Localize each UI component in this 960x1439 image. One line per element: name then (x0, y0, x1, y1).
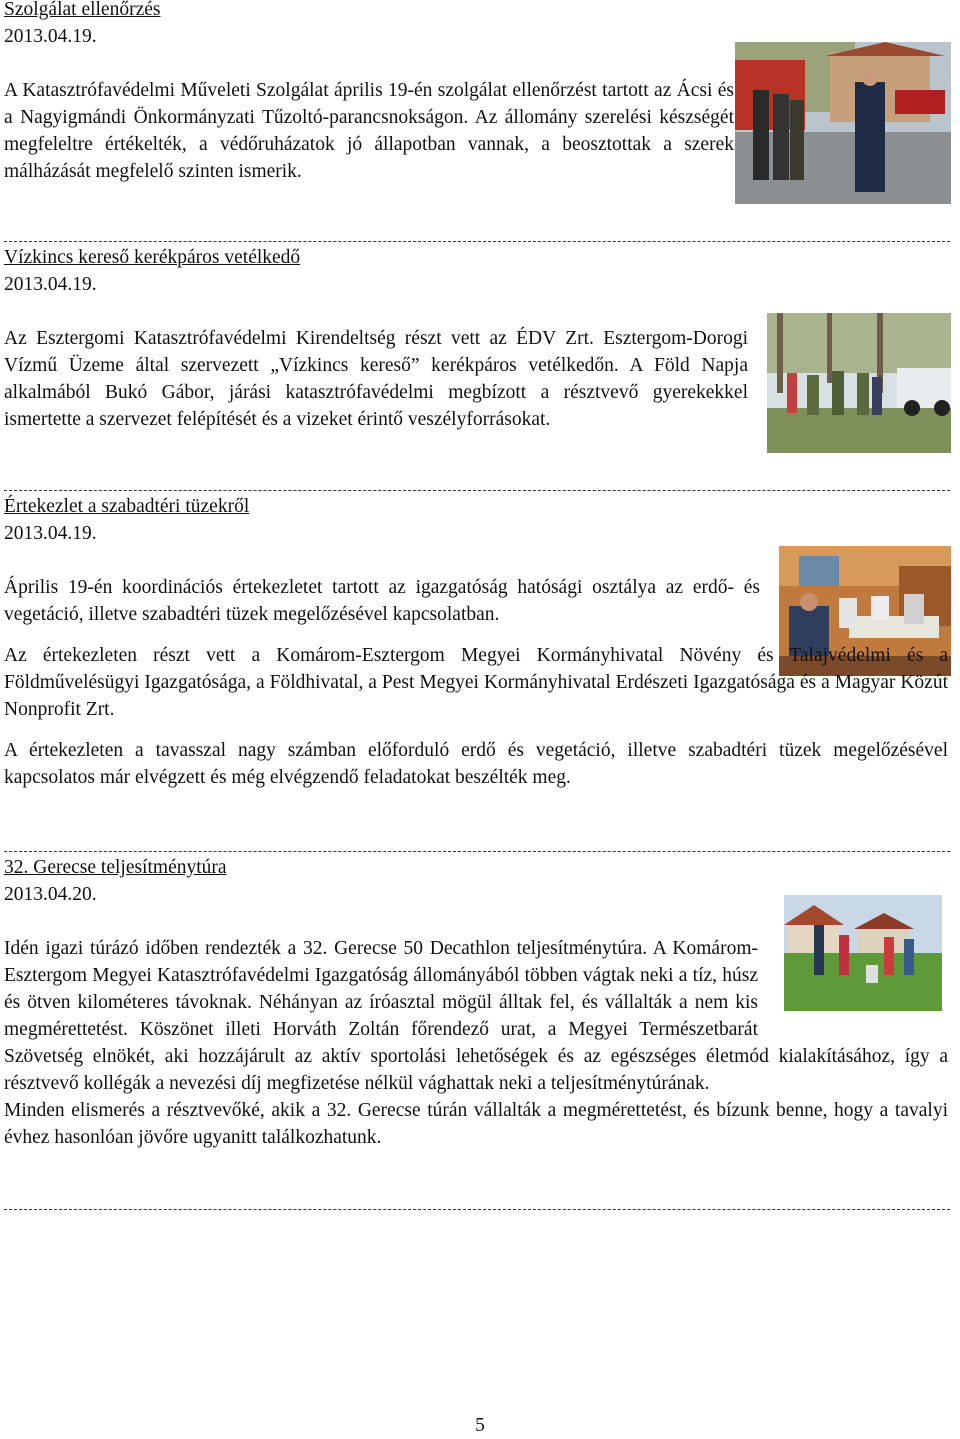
article-paragraph (4, 642, 948, 723)
separator (4, 1209, 950, 1210)
article-paragraph: A értekezleten a tavasszal nagy számban előforduló erdő és vegetáció, illetve szabadtéri tüzek megelőzésével kapcsolatos már elvégzett és még elvégzendő feladatokat beszélték meg. (4, 740, 948, 788)
article-paragraph: Idén igazi túrázó időben rendezték a 32. Gerecse 50 Decathlon teljesítménytúra. A Komárom-Esztergom Megyei Katasztrófavédelmi Igazgatóság állományából többen vágtak neki a tíz, húsz és ötven kilométeres távoknak. Néhányan az íróasztal mögül álltak fel, és vállalták a nem kis megmérettetést. Köszönet illeti Horváth Zoltán főrendező urat, a Megyei Természetbarát Szövetség elnökét, aki hozzájárult az aktív sportolási lehetőségek és az egészséges életmód kialakításához, így a résztvevő kollégák a nevezési díj megfizetése nélkül vághattak neki a teljesítménytúrának. (4, 938, 948, 1094)
article-paragraph: Az Esztergomi Katasztrófavédelmi Kirendeltség részt vett az ÉDV Zrt. Esztergom-Dorogi Vízmű Üzeme által szervezett „Vízkincs kereső” kerékpáros vetélkedőn. A Föld Napja alkalmából Bukó Gábor, járási katasztrófavédelmi megbízott a résztvevő gyerekekkel ismertette a szervezet felépítését és a vizeket érintő veszélyforrásokat. (4, 328, 748, 430)
article-paragraph: Április 19-én koordinációs értekezletet tartott az igazgatóság hatósági osztálya az erdő- és vegetáció, illetve szabadtéri tüzek megelőzésével kapcsolatban. (4, 577, 760, 625)
article-service-inspection (4, 0, 734, 185)
article-title: 32. Gerecse teljesítménytúra (4, 857, 227, 878)
article-date: 2013.04.20. (4, 884, 97, 905)
article-gerecse-tour (4, 854, 948, 1151)
article-fire-meeting (4, 493, 948, 791)
paragraph-text: Az értekezleten részt vett a Komárom-Esztergom Megyei Kormányhivatal Növény és Talajvédelmi és a Földművelésügyi Igazgatósága, a Földhivatal, a Pest Megyei Kormányhivatal Erdészeti Igazgatósága és a Magyar Közút Nonprofit Zrt. (4, 645, 948, 720)
separator (4, 490, 950, 491)
article-title: Értekezlet a szabadtéri tüzekről (4, 496, 250, 517)
article-bicycle-contest (4, 244, 748, 433)
photo-float-spacer (758, 935, 948, 1017)
article-title: Szolgálat ellenőrzés (4, 0, 161, 20)
article-paragraph: A Katasztrófavédelmi Műveleti Szolgálat április 19-én szolgálat ellenőrzést tartott az Ácsi és a Nagyigmándi Önkormányzati Tűzoltó-parancsnokságon. Az állomány szerelési készségét megfeleltre értékelték, a védőruházatok jó állapotban vannak, a beosztottak a szerek málházását megfelelő szinten ismerik. (4, 80, 734, 182)
photo-firefighters (735, 42, 951, 204)
article-date: 2013.04.19. (4, 523, 97, 544)
separator (4, 241, 950, 242)
page-number: 5 (475, 1415, 485, 1436)
article-date: 2013.04.19. (4, 274, 97, 295)
separator (4, 851, 950, 852)
article-title: Vízkincs kereső kerékpáros vetélkedő (4, 247, 301, 268)
photo-bicycle-contest (767, 313, 951, 453)
article-date: 2013.04.19. (4, 26, 97, 47)
article-paragraph: Minden elismerés a résztvevőké, akik a 32. Gerecse túrán vállalták a megmérettetést, és bízunk benne, hogy a tavalyi évhez hasonlóan jövőre ugyanitt találkozhatunk. (4, 1100, 948, 1148)
